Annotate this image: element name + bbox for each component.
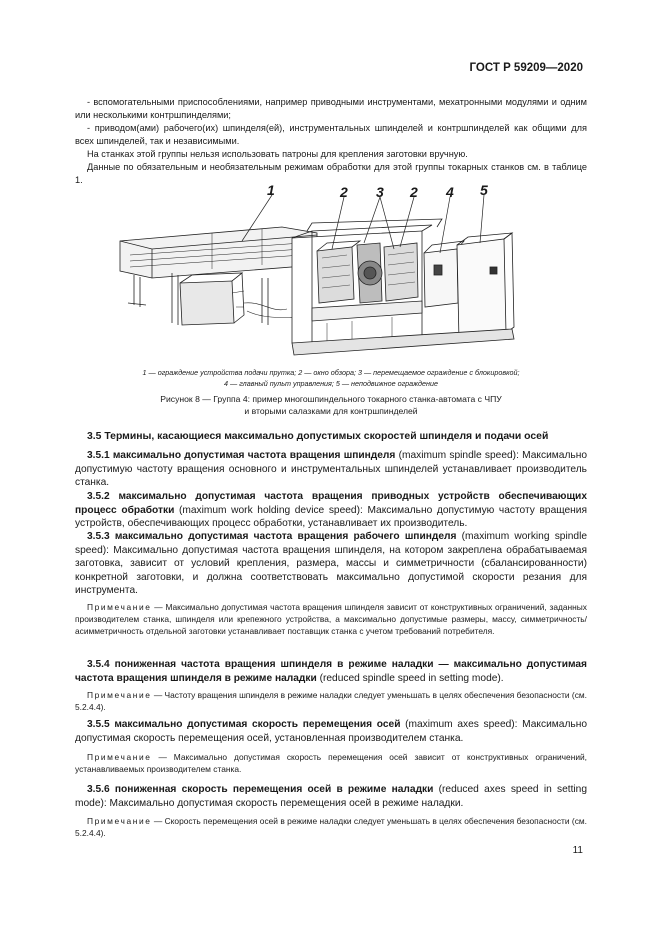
note-1-label: Примечание — [87, 602, 152, 612]
note-1 — [75, 601, 587, 638]
legend-line-2: 4 — главный пульт управления; 5 — неподвижное ограждение — [224, 378, 438, 388]
note-3 — [75, 751, 587, 775]
caption-line-1: Рисунок 8 — Группа 4: пример многошпиндельного токарного станка-автомата с ЧПУ — [160, 394, 502, 404]
section-title: 3.5 Термины, касающиеся максимально допустимых скоростей шпинделя и подачи осей — [87, 431, 549, 442]
note-4 — [75, 815, 587, 839]
note-2-label: Примечание — [87, 690, 152, 700]
caption-line-2: и вторыми салазками для контршпинделей — [244, 405, 418, 416]
text-3-5-4: (reduced spindle speed in setting mode). — [316, 672, 504, 684]
figure-label-2b: 2 — [410, 184, 418, 200]
text-3-5-1: (maximum spindle speed): Максимально допустимую частоту вращения основного и инструментальных шпинделей устанавливает производитель станка. — [75, 450, 587, 489]
intro-line-2: - приводом(ами) рабочего(их) шпинделя(ей), инструментальных шпинделей и контршпинделей как общими для всех шпинделей, так и независимыми. — [75, 123, 587, 146]
figure-label-3: 3 — [376, 184, 384, 200]
figure-caption — [75, 394, 587, 417]
term-3-5-1: 3.5.1 максимально допустимая частота вращения шпинделя — [87, 450, 396, 461]
paragraph-3-5-5 — [75, 718, 587, 745]
text-3-5-3: (maximum working spindle speed): Максимально допустимая частота вращения шпинделя, на котором закреплена обрабатываемая заготовка, зависит от условий крепления, размера, массы и симметричности (сбалансированности) конкретной заготовки, и должна соответствовать максимально допустимой скорости резания для инструмента. — [75, 531, 588, 597]
intro-line-1: - вспомогательными приспособлениями, например приводными инструментами, мехатронными модулями и одним или несколькими контршпинделями; — [75, 97, 587, 120]
note-3-text: — Максимально допустимая скорость перемещения осей зависит от конструктивных ограничений, устанавливаемых производителем станка. — [75, 752, 587, 775]
text-3-5-5: (maximum axes speed): Максимально допустимая скорость перемещения осей, установленная производителем станка. — [75, 719, 587, 744]
figure-label-5: 5 — [480, 183, 488, 198]
term-3-5-2: 3.5.2 максимально допустимая частота вращения приводных устройств обеспечивающих процесс обработки — [75, 491, 587, 516]
standard-header: ГОСТ Р 59209—2020 — [469, 62, 583, 74]
figure-legend — [75, 368, 587, 389]
intro-line-4: Данные по обязательным и необязательным режимам обработки для этой группы токарных станков см. в таблице 1. — [75, 162, 587, 185]
machine-figure — [112, 183, 552, 363]
note-1-text: — Максимально допустимая частота вращения шпинделя зависит от конструктивных ограничений, заданных производителем станка, шпинделя или крепежного устройства, а максимально допустимые размеры, массу, симметричность/асимметричность отдельной заготовки устанавливает поставщик станка с учетом требований потребителя. — [75, 602, 587, 637]
paragraph-3-5-2 — [75, 490, 587, 531]
paragraph-3-5-4 — [75, 658, 587, 685]
text-3-5-2: (maximum work holding device speed): Максимально допустимую частоту вращения устройств, обеспечивающих процесс обработки, устанавливает их производитель. — [75, 504, 588, 530]
note-4-text: — Скорость перемещения осей в режиме наладки следует уменьшать в целях обеспечения безопасности (см. 5.2.4.4). — [75, 816, 587, 839]
term-3-5-6: 3.5.6 пониженная скорость перемещения осей в режиме наладки — [87, 784, 434, 795]
note-2 — [75, 689, 587, 713]
intro-text — [75, 96, 587, 187]
figure-label-4: 4 — [446, 184, 454, 200]
note-4-label: Примечание — [87, 816, 152, 826]
page-number: 11 — [572, 845, 583, 856]
figure-label-2a: 2 — [340, 184, 348, 200]
note-2-text: — Частоту вращения шпинделя в режиме наладки следует уменьшать в целях обеспечения безопасности (см. 5.2.4.4). — [75, 690, 587, 713]
paragraph-3-5-6 — [75, 783, 587, 810]
paragraph-3-5-1 — [75, 449, 587, 490]
term-3-5-3: 3.5.3 максимально допустимая частота вращения рабочего шпинделя — [87, 531, 457, 542]
figure-label-1: 1 — [267, 183, 275, 198]
term-3-5-5: 3.5.5 максимально допустимая скорость перемещения осей — [87, 719, 401, 730]
legend-line-1: 1 — ограждение устройства подачи прутка; 2 — окно обзора; 3 — перемещаемое ограждение с блокировкой; — [142, 368, 520, 377]
text-3-5-6: (reduced axes speed in setting mode): Максимально допустимая скорость перемещения осей в режиме наладки. — [75, 784, 587, 809]
intro-line-3: На станках этой группы нельзя использовать патроны для крепления заготовки вручную. — [87, 149, 468, 159]
paragraph-3-5-3 — [75, 530, 587, 598]
note-3-label: Примечание — [87, 752, 152, 762]
term-3-5-4: 3.5.4 пониженная частота вращения шпинделя в режиме наладки — максимально допустимая частота вращения шпинделя в режиме наладки — [75, 659, 587, 684]
